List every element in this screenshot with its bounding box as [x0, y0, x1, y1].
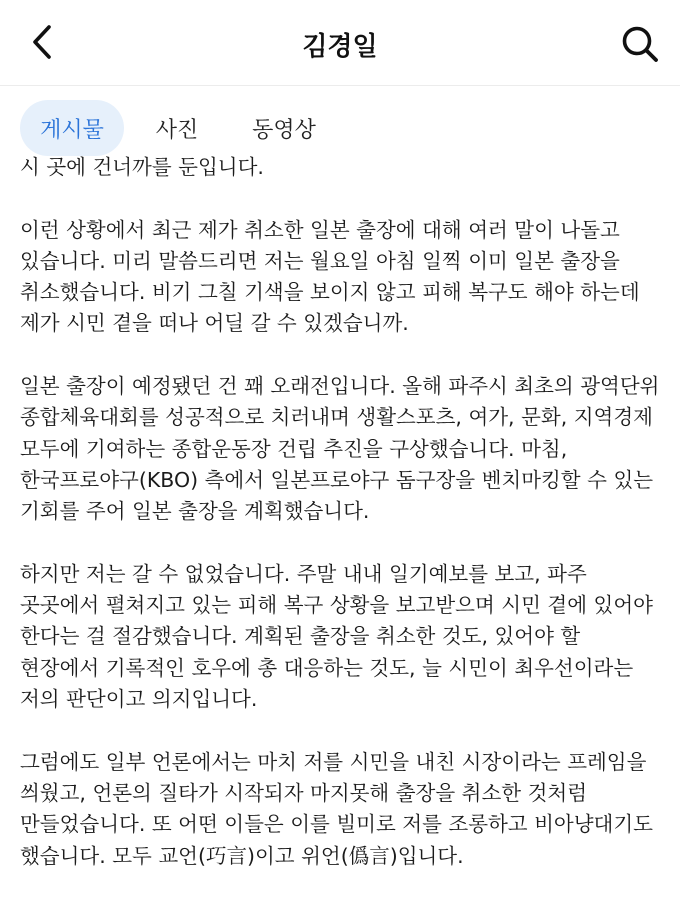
top-bar [0, 0, 680, 86]
tab-videos[interactable]: 동영상 [252, 117, 316, 143]
search-button[interactable] [618, 22, 662, 66]
search-icon [620, 24, 660, 64]
post-body [20, 152, 664, 903]
post-paragraph: 일본 출장이 예정됐던 건 꽤 오래전입니다. 올해 파주시 최초의 광역단위 종합체육대회를 성공적으로 치러내며 생활스포츠, 여가, 문화, 지역경제 모두에 기여하는 종합운동장 건립 추진을 구상했습니다. 마침, 한국프로야구(KBO) 측에서 일본프로야구 돔구장을 벤치마킹할 수 있는 기회를 주어 일본 출장을 계획했습니다. [20, 374, 660, 524]
post-paragraph: 시 곳에 건너까를 둔입니다. [20, 155, 264, 179]
post-paragraph: 그럼에도 일부 언론에서는 마치 저를 시민을 내친 시장이라는 프레임을 씌웠고, 언론의 질타가 시작되자 마지못해 출장을 취소한 것처럼 만들었습니다. 또 어떤 이들은 이를 빌미로 저를 조롱하고 비아냥대기도 했습니다. 모두 교언(巧言)이고 위언(僞言)입니다. [20, 749, 653, 868]
page-title: 김경일 [302, 32, 378, 62]
post-content[interactable] [0, 155, 680, 868]
post-paragraph: 이런 상황에서 최근 제가 취소한 일본 출장에 대해 여러 말이 나돌고 있습니다. 미리 말씀드리면 저는 월요일 아침 일찍 이미 일본 출장을 취소했습니다. 비기 그칠 기색을 보이지 않고 피해 복구도 해야 하는데 제가 시민 곁을 떠나 어딜 갈 수 있겠습니까. [20, 217, 640, 336]
tab-photos[interactable]: 사진 [155, 117, 199, 143]
tab-posts[interactable]: 게시물 [20, 100, 124, 156]
post-paragraph: 하지만 저는 갈 수 없었습니다. 주말 내내 일기예보를 보고, 파주 곳곳에서 펼쳐지고 있는 피해 복구 상황을 보고받으며 시민 곁에 있어야 한다는 걸 절감했습니다. 계획된 출장을 취소한 것도, 있어야 할 현장에서 기록적인 호우에 총 대응하는 것도, 늘 시민이 최우선이라는 저의 판단이고 의지입니다. [20, 561, 653, 712]
